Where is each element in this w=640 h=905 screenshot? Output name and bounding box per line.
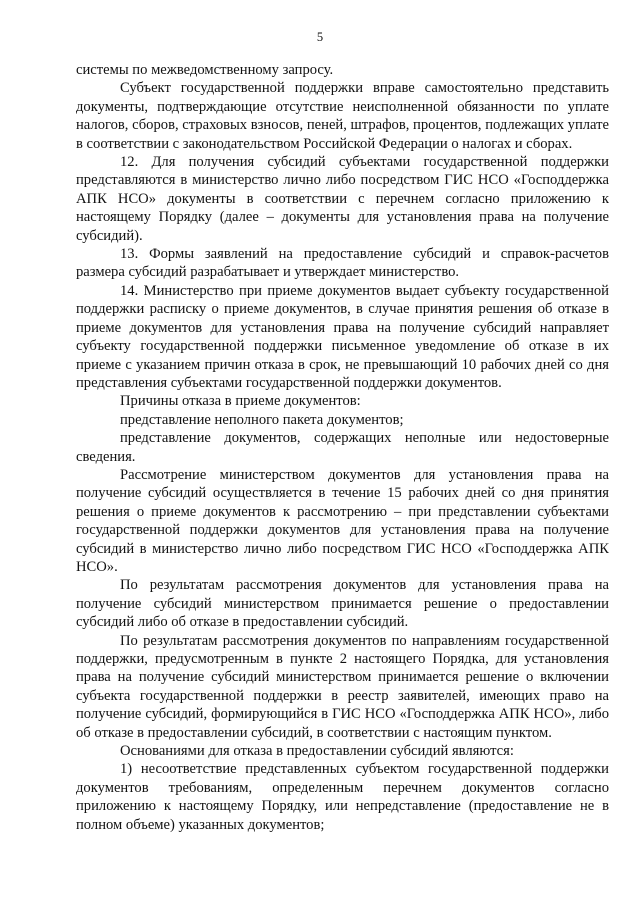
paragraph-continuation: системы по межведомственному запросу.	[76, 62, 334, 78]
paragraph-denial-grounds-heading: Основаниями для отказа в предоставлении субсидий являются:	[120, 743, 514, 760]
page-number: 5	[316, 30, 324, 44]
paragraph-denial-ground-1: 1) несоответствие представленных субъектом государственной поддержки документов требованиям, определенным перечнем документов согласно приложению к настоящему Порядку, или непредставление (предоставление не в полном объеме) указанных документов;	[76, 761, 609, 833]
paragraph-refusal-reasons-heading: Причины отказа в приеме документов:	[120, 393, 361, 410]
paragraph-review-decision: По результатам рассмотрения документов для установления права на получение субсидий министерством принимается решение о предоставлении субсидий либо об отказе в предоставлении субсидий.	[76, 577, 609, 631]
document-body	[76, 61, 609, 834]
paragraph-item-13: 13. Формы заявлений на предоставление субсидий и справок-расчетов размера субсидий разрабатывает и утверждает министерство.	[76, 246, 609, 281]
paragraph-item-14: 14. Министерство при приеме документов выдает субъекту государственной поддержки расписку о приеме документов, в случае принятия решения об отказе в приеме документов для установления права на получение субсидий направляет субъекту государственной поддержки письменное уведомление об отказе в их приеме с указанием причин отказа в срок, не превышающий 10 рабочих дней со дня представления субъектами государственной поддержки документов.	[76, 282, 609, 391]
paragraph-review-period: Рассмотрение министерством документов для установления права на получение субсидий осуществляется в течение 15 рабочих дней со дня принятия решения о приеме документов к рассмотрению – при представлении субъектами государственной поддержки документов для установления права на получение субсидий в министерство лично либо посредством ГИС НСО «Господдержка АПК НСО».	[76, 466, 609, 575]
paragraph-refusal-reason-2: представление документов, содержащих неполные или недостоверные сведения.	[76, 430, 609, 465]
paragraph-item-12: 12. Для получения субсидий субъектами государственной поддержки представляются в министерство лично либо посредством ГИС НСО «Господдержка АПК НСО» документы в соответствии с перечнем согласно приложению к настоящему Порядку (далее – документы для установления права на получение субсидий).	[76, 154, 609, 244]
paragraph-registry-decision: По результатам рассмотрения документов по направлениям государственной поддержки, предусмотренным в пункте 2 настоящего Порядка, для установления права на получение субсидий министерством принимается решение о включении субъекта государственной поддержки в реестр заявителей, имеющих право на получение субсидий, формирующийся в ГИС НСО «Господдержка АПК НСО», либо об отказе в предоставлении субсидий, в соответствии с настоящим пунктом.	[76, 632, 609, 741]
paragraph-refusal-reason-1: представление неполного пакета документов;	[120, 411, 404, 428]
paragraph-tax-documents: Субъект государственной поддержки вправе самостоятельно представить документы, подтверждающие отсутствие неисполненной обязанности по уплате налогов, сборов, страховых взносов, пеней, штрафов, процентов, подлежащих уплате в соответствии с законодательством Российской Федерации о налогах и сборах.	[76, 80, 609, 152]
